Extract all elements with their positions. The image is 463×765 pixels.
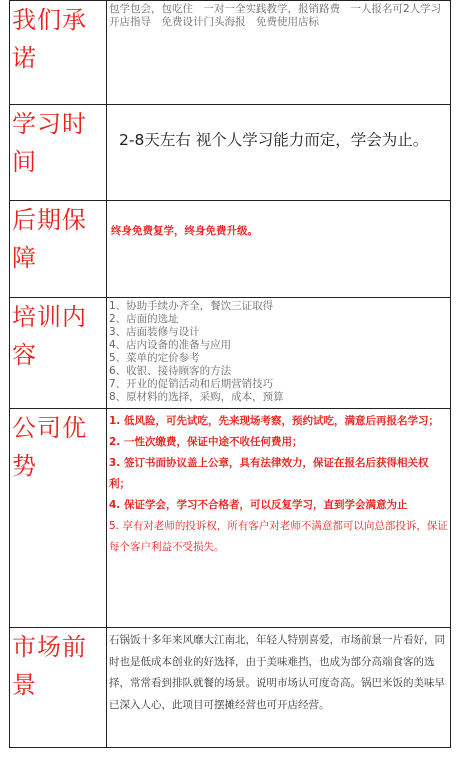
list-item: 2、店面的选址 [109,313,179,325]
content-cell [107,201,451,298]
row-label: 我们承诺 [12,6,87,72]
label-cell [10,201,107,298]
info-table [9,0,451,748]
label-cell [10,409,107,628]
list-item: 1、协助手续办齐全，餐饮三证取得 [109,300,274,312]
row-label: 市场前景 [12,633,87,699]
advantage-item: 2. 一性次缴费，保证中途不收任何费用； [109,436,303,448]
training-list [109,300,448,404]
list-item: 5、菜单的定价参考 [109,352,200,364]
row-label: 公司优势 [12,414,87,480]
row-label: 后期保障 [12,206,87,272]
row-advantages [10,409,451,628]
list-item: 7、开业的促销活动和后期营销技巧 [109,378,274,390]
market-text: 石锅饭十多年来风靡大江南北，年轻人特别喜爱，市场前景一片看好，同时也是低成本创业的好选择，由于美味难挡，也成为部分高端食客的选择，常常看到排队就餐的场景。说明市场认可度奇高。锅巴米饭的美味早已深入人心，此项目可摆摊经营也可开店经营。 [109,634,445,711]
content-cell [107,298,451,409]
advantage-item: 1. 低风险，可先试吃，先来现场考察，预约试吃，满意后再报名学习； [109,415,439,427]
row-promise [10,1,451,105]
promise-text: 包学包会，包吃住 一对一全实践教学，报销路费 一人报名可2人学习 开店指导 免费设计门头海报 免费使用店标 [109,3,452,28]
study-time-text: 2-8天左右 视个人学习能力而定，学会为止。 [119,131,429,149]
row-label: 学习时间 [12,110,87,176]
label-cell [10,1,107,105]
row-after-service [10,201,451,298]
row-market [10,628,451,748]
advantage-item: 3. 签订书面协议盖上公章，具有法律效力，保证在报名后获得相关权利； [109,457,429,490]
advantage-item: 4. 保证学会，学习不合格者，可以反复学习，直到学会满意为止 [109,499,408,511]
content-cell [107,1,451,105]
after-service-text: 终身免费复学，终身免费升级。 [111,225,258,237]
content-cell [107,409,451,628]
list-item: 6、收银、接待顾客的方法 [109,365,232,377]
row-label: 培训内容 [12,303,87,369]
content-cell [107,628,451,748]
label-cell [10,298,107,409]
row-training [10,298,451,409]
label-cell [10,105,107,201]
list-item: 8、原材料的选择，采购，成本，预算 [109,391,284,403]
advantage-item: 5. 享有对老师的投诉权，所有客户对老师不满意都可以向总部投诉，保证每个客户利益不受损失。 [109,520,448,553]
row-study-time [10,105,451,201]
list-item: 4、店内设备的准备与应用 [109,339,232,351]
list-item: 3、店面装修与设计 [109,326,200,338]
content-cell [107,105,451,201]
label-cell [10,628,107,748]
